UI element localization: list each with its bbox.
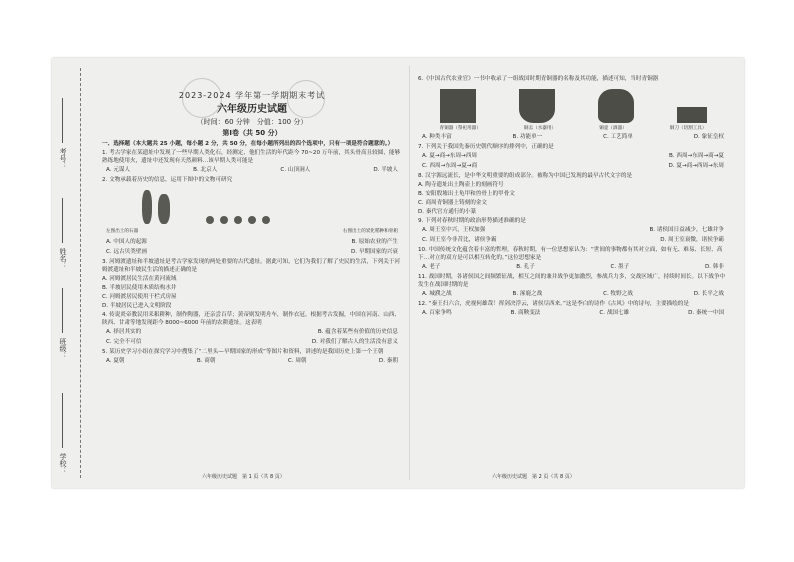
option: A. 周王室中兴，王权加强 <box>422 227 486 233</box>
option: B. 半坡居民使用木质结构水井 <box>102 285 177 291</box>
figure-caption: 青铜器（祭祀用器） <box>439 126 481 131</box>
name-blank <box>62 198 63 243</box>
option: C. 墨子 <box>610 264 630 270</box>
question-11: 11. 战国时期，各诸侯国之间频繁征战，相互之间的兼并战争更加激烈，参战兵力多，交战区域广，持续时间长。以下战争中发生在战国时期的是 <box>418 274 726 288</box>
figure-caption: 左图出土的石器 <box>106 229 139 234</box>
bronze-basin-image <box>519 89 555 123</box>
seed-image <box>206 216 214 224</box>
option: A. 百家争鸣 <box>422 310 452 316</box>
question-2: 2. 文物承载着历史的信息，运用下图中的文物可研究 <box>102 177 233 183</box>
exam-number-blank <box>62 98 63 143</box>
stone-tool-image <box>158 194 170 224</box>
option: A. 元谋人 <box>106 167 131 173</box>
option: C. 山顶洞人 <box>280 167 311 173</box>
option: D. 早期国家的兴衰 <box>350 249 398 255</box>
question-1-options <box>102 166 402 174</box>
option: B. 诸侯国日益减少，七雄并争 <box>649 227 724 233</box>
figure-caption: 铜盂（水器用） <box>523 126 557 131</box>
question-9-options <box>418 236 728 244</box>
subject-title: 六年级历史试题 <box>217 104 287 115</box>
option: B. 北京人 <box>193 167 218 173</box>
bronze-vessel-image <box>440 89 476 123</box>
question-8: 8. 汉字源远流长，是中华文明重要的组成部分。被称为中国已发现的最早古代文字的是 <box>418 173 633 179</box>
option: D. 秦统一中国 <box>688 310 724 316</box>
option: A. 河姆渡居民生活在黄河流域 <box>102 276 177 282</box>
name-label: 姓名： <box>59 248 67 269</box>
school-label: 学校： <box>59 453 67 474</box>
figure-caption: 铜刀（切割工具） <box>669 126 707 131</box>
school-blank <box>62 393 63 448</box>
binding-line <box>80 68 81 478</box>
option: A. 夏→商→东周→西周 <box>422 153 477 159</box>
question-2-options <box>102 248 402 256</box>
option: A. 夏朝 <box>106 358 125 364</box>
class-blank <box>62 288 63 333</box>
option: A. 择居其实的 <box>106 329 142 335</box>
option: C. 周王室今非昔比，诸侯争霸 <box>422 237 497 243</box>
question-10-options <box>418 263 728 271</box>
bronze-knife-image <box>677 107 707 123</box>
question-2-captions <box>102 228 402 236</box>
exam-number-label: 考号： <box>59 148 67 169</box>
exam-meta: （时间：60 分钟 分值：100 分） <box>196 118 308 126</box>
option: D. 夏→商→西周→东周 <box>668 163 724 169</box>
option: B. 功能单一 <box>512 134 543 140</box>
option: C. 西周→东周→夏→商 <box>422 163 478 169</box>
question-12: 12. “秦王扫六合，虎视何雄哉！挥剑决浮云，诸侯尽西来。”这是李白的诗作《古风》中的诗句，主要描绘的是 <box>418 301 689 307</box>
seed-image <box>248 216 256 224</box>
option: A. 陶寺遗址出土陶壶上的刻画符号 <box>418 182 504 188</box>
figure-caption: 右图出土的炭化稻种和骨耜 <box>342 229 398 234</box>
bronze-pot-image <box>598 89 634 123</box>
option: D. 秦朝 <box>378 358 398 364</box>
class-label: 班级： <box>59 338 67 359</box>
option: A. 中国人的起源 <box>106 239 147 245</box>
option: B. 商鞅变法 <box>510 310 541 316</box>
option: B. 孔子 <box>516 264 535 270</box>
exam-title: 2023-2024 学年第一学期期末考试 <box>178 91 326 100</box>
question-6-captions <box>418 125 728 133</box>
option: C. 商周青铜器上铸刻的金文 <box>418 200 487 206</box>
option: B. 安阳殷墟出土龟甲和兽骨上的甲骨文 <box>418 191 515 197</box>
seed-image <box>234 216 242 224</box>
question-10: 10. 中国传统文化蕴含着丰富的哲理。春秋时期，有一位思想家认为：“世间的事物都有其对立面，如有无、难易、长短、高下…对立的双方是可以相互转化的。”这位思想家是 <box>418 247 723 261</box>
question-2-options <box>102 238 402 246</box>
question-4-options <box>102 338 402 346</box>
figure-caption: 铜壶（酒器） <box>599 126 627 131</box>
option: B. 商朝 <box>196 358 216 364</box>
option: D. 周王室衰微，诸侯争霸 <box>660 237 724 243</box>
question-3: 3. 河姆渡遗址和半坡遗址是考古学家发现的两处重要的古代遗址。据此可知，它们为我们了解了史民的生活，下列关于河姆渡遗址和半坡民生活的描述正确的是 <box>102 259 400 273</box>
page-1-footer: 六年级历史试题 第 1 页（共 8 页） <box>202 474 285 480</box>
page-2 <box>418 74 728 319</box>
question-6-options <box>418 133 728 141</box>
binding-gutter <box>52 58 96 488</box>
option: D. 象征皇权 <box>693 134 724 140</box>
option: C. 战国七雄 <box>599 310 630 316</box>
question-7-options <box>418 162 728 170</box>
question-7: 7. 下列关于我国先秦历史朝代顺序的排列中，正确的是 <box>418 144 554 150</box>
option: D. 长平之战 <box>693 291 724 297</box>
page-divider <box>409 66 410 480</box>
option: B. 蕴含着某些有价值的历史信息 <box>317 329 398 335</box>
option: A. 种类丰富 <box>422 134 452 140</box>
question-12-options <box>418 309 728 317</box>
option: A. 城濮之战 <box>422 291 452 297</box>
question-5: 5. 某历史学习小组在探究学习中搜集了“二里头—早期国家的形成”等图片和资料，讲述的是我国历史上第一个王朝 <box>102 349 384 355</box>
option: C. 牧野之战 <box>603 291 633 297</box>
seed-image <box>220 216 228 224</box>
option: B. 涿鹿之战 <box>512 291 543 297</box>
part-title: 第Ⅰ卷（共 50 分） <box>222 129 282 137</box>
option: C. 工艺简单 <box>603 134 633 140</box>
option: D. 半坡人 <box>373 167 398 173</box>
page-2-footer: 六年级历史试题 第 2 页（共 8 页） <box>492 474 575 480</box>
question-7-options <box>418 152 728 160</box>
option: D. 秦代官方通行的小篆 <box>418 209 477 215</box>
seed-image <box>262 216 270 224</box>
question-6: 6.《中国古代农业官》一书中收录了一组战国时期青铜器的名称及其功能，描述可知，当时青铜器 <box>418 76 659 82</box>
option: C. 完全不可信 <box>106 339 142 345</box>
question-2-figure <box>102 188 402 224</box>
option: B. 西周→东周→商→夏 <box>668 153 724 159</box>
exam-sheet <box>52 58 744 488</box>
question-9: 9. 下列对春秋时期的政治形势描述准确的是 <box>418 218 526 224</box>
option: D. 韩非 <box>704 264 724 270</box>
question-6-figure <box>418 89 728 123</box>
question-11-options <box>418 290 728 298</box>
option: C. 周朝 <box>287 358 307 364</box>
question-1: 1. 考古学家在某遗址中发现了一些早期人类化石，经测定，他们生活的年代距今 70~20 万年前，其头骨高且较圆，能够熟练地使用火，遗址中还发现有天然颜料…该早期人类可能是 <box>102 150 401 164</box>
question-5-options <box>102 357 402 365</box>
option: C. 河姆渡居民使用干栏式房屋 <box>102 294 177 300</box>
option: B. 原始农业的产生 <box>351 239 398 245</box>
question-4-options <box>102 328 402 336</box>
question-4: 4. 传说炎帝教民用耒耜耕种，制作陶器，还亲尝百草；黄帝则发明舟车，制作衣冠。根据考古发掘，中国在河南、山西、陕西、甘肃等地发现距今 8000~6000 年前的农耕遗址。这表明 <box>102 312 400 326</box>
option: D. 半坡居民已进入文明阶段 <box>102 303 172 309</box>
stone-tool-image <box>142 190 152 224</box>
option: A. 老子 <box>422 264 441 270</box>
section-intro: 一、选择题（本大题共 25 小题，每小题 2 分，共 50 分，在每小题所列出的四个选项中，只有一项是符合题意的。） <box>102 141 394 147</box>
option: D. 对我们了解古人的生活没有意义 <box>311 339 398 345</box>
question-9-options <box>418 226 728 234</box>
page-1 <box>102 74 402 367</box>
option: C. 远古贝类壁画 <box>106 249 148 255</box>
